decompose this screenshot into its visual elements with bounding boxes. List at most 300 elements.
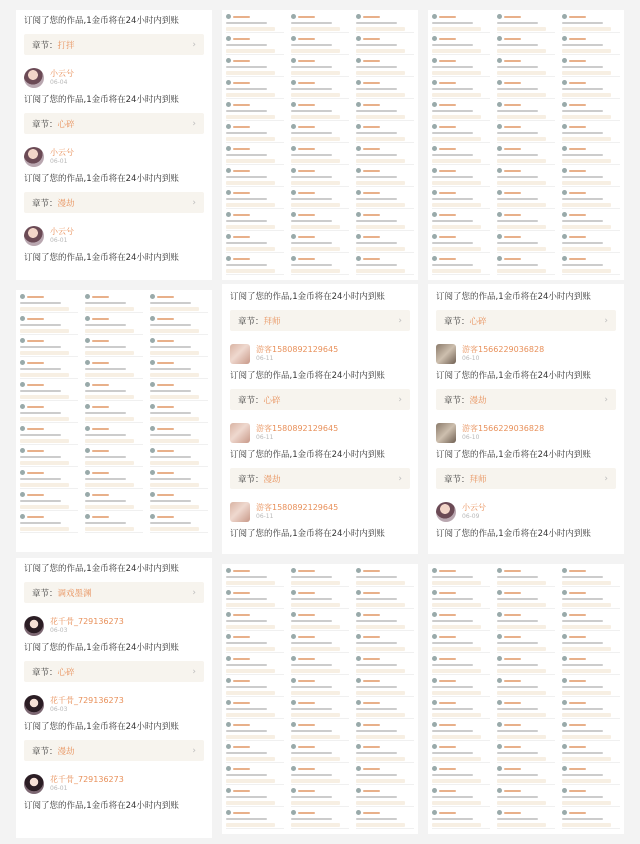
list-item	[230, 420, 410, 489]
thumbnail-line	[298, 170, 315, 172]
chapter-row[interactable]	[24, 582, 204, 603]
thumbnail-row	[150, 337, 208, 357]
thumbnail-line	[150, 368, 191, 370]
thumbnail-line	[233, 812, 250, 814]
thumbnail-row	[562, 123, 620, 143]
thumbnail-line	[504, 16, 521, 18]
thumbnail-line	[432, 176, 473, 178]
thumbnail-bar	[562, 823, 611, 827]
thumbnail-avatar	[562, 212, 567, 217]
thumbnail-line	[432, 686, 473, 688]
thumbnail-line	[20, 500, 61, 502]
thumbnail-line	[150, 456, 191, 458]
thumbnail-bar	[226, 669, 275, 673]
thumbnail-avatar	[291, 590, 296, 595]
thumbnail-bar	[432, 691, 481, 695]
thumbnail-bar	[562, 779, 611, 783]
thumbnail-avatar	[432, 590, 437, 595]
thumbnail-avatar	[497, 124, 502, 129]
thumbnail-bar	[356, 159, 405, 163]
thumbnail-bar	[562, 647, 611, 651]
thumbnail-row	[432, 101, 490, 121]
thumbnail-row	[226, 35, 284, 55]
thumbnail-bar	[291, 181, 340, 185]
thumbnail-line	[432, 154, 473, 156]
thumbnail-avatar	[226, 788, 231, 793]
thumbnail-bar	[562, 93, 611, 97]
thumbnail-line	[569, 680, 586, 682]
thumbnail-line	[150, 522, 191, 524]
thumbnail-row	[20, 315, 78, 335]
thumbnail-row	[85, 337, 143, 357]
thumbnail-bar	[432, 757, 481, 761]
thumbnail-row	[497, 677, 555, 697]
thumbnail-row	[85, 359, 143, 379]
thumbnail-avatar	[356, 190, 361, 195]
thumbnail-bar	[432, 581, 481, 585]
avatar[interactable]	[230, 344, 250, 364]
thumbnail-line	[157, 384, 174, 386]
thumbnail-line	[291, 576, 332, 578]
thumbnail-line	[504, 570, 521, 572]
chevron-right-icon: ›	[398, 473, 402, 484]
thumbnail-row	[150, 513, 208, 533]
thumbnail-bar	[85, 351, 134, 355]
thumbnail-line	[497, 220, 538, 222]
thumbnail-row	[497, 633, 555, 653]
thumbnail-row	[497, 589, 555, 609]
user-name[interactable]: 小云兮	[50, 68, 74, 78]
thumbnail-line	[233, 214, 250, 216]
thumbnail-line	[562, 576, 603, 578]
thumbnail-row	[497, 787, 555, 807]
list-item	[436, 420, 616, 489]
thumbnail-avatar	[497, 234, 502, 239]
thumbnail-avatar	[356, 168, 361, 173]
thumbnail-avatar	[432, 80, 437, 85]
user-name[interactable]: 游客1580892129645	[256, 423, 339, 433]
thumbnail-bar	[150, 439, 199, 443]
chevron-right-icon: ›	[192, 587, 196, 598]
thumbnail-avatar	[20, 404, 25, 409]
thumbnail-row	[226, 787, 284, 807]
thumbnail-row	[497, 699, 555, 719]
avatar[interactable]	[24, 774, 44, 794]
thumbnail-bar	[20, 395, 69, 399]
thumbnail-row	[432, 255, 490, 275]
thumbnail-line	[432, 264, 473, 266]
thumbnail-line	[291, 66, 332, 68]
thumbnail-row	[226, 167, 284, 187]
thumbnail-row	[85, 491, 143, 511]
thumbnail-bar	[497, 713, 546, 717]
thumbnail-avatar	[356, 612, 361, 617]
thumbnail-line	[562, 818, 603, 820]
chapter-row[interactable]	[436, 468, 616, 489]
thumbnail-row	[356, 633, 414, 653]
thumbnail-row	[291, 167, 349, 187]
thumbnail-avatar	[562, 124, 567, 129]
thumbnail-bar	[432, 247, 481, 251]
thumbnail-avatar	[85, 470, 90, 475]
thumbnail-line	[298, 82, 315, 84]
thumbnail-row	[226, 79, 284, 99]
thumbnail-row	[432, 567, 490, 587]
thumbnail-line	[356, 818, 397, 820]
thumbnail-line	[356, 752, 397, 754]
thumbnail-line	[432, 642, 473, 644]
thumbnail-line	[20, 478, 61, 480]
chapter-row[interactable]	[436, 389, 616, 410]
thumbnail-line	[291, 686, 332, 688]
thumbnail-bar	[85, 505, 134, 509]
avatar[interactable]	[436, 502, 456, 522]
thumbnail-line	[226, 176, 267, 178]
thumbnail-row	[432, 57, 490, 77]
thumbnail-line	[497, 664, 538, 666]
thumbnail-avatar	[497, 810, 502, 815]
thumbnail-row	[150, 359, 208, 379]
thumbnail-line	[356, 730, 397, 732]
thumbnail-row	[562, 611, 620, 631]
thumbnail-bar	[226, 757, 275, 761]
avatar[interactable]	[24, 616, 44, 636]
thumbnail-avatar	[497, 788, 502, 793]
chapter-name: 漫劫	[469, 395, 487, 406]
thumbnail-row	[291, 233, 349, 253]
chapter-name: 漫劫	[57, 198, 75, 209]
thumbnail-bar	[291, 713, 340, 717]
thumbnail-avatar	[432, 168, 437, 173]
thumbnail-line	[363, 658, 380, 660]
thumbnail-avatar	[226, 102, 231, 107]
message-text: 订阅了您的作品,1金币将在24小时内到账	[24, 95, 179, 105]
chapter-row[interactable]	[24, 113, 204, 134]
thumbnail-line	[439, 570, 456, 572]
thumbnail-row	[432, 611, 490, 631]
thumbnail-bar	[226, 735, 275, 739]
thumbnail-line	[233, 170, 250, 172]
user-name[interactable]: 小云兮	[50, 226, 74, 236]
thumbnail-avatar	[562, 256, 567, 261]
thumbnail-column	[430, 566, 492, 832]
thumbnail-row	[291, 211, 349, 231]
thumbnail-row	[356, 211, 414, 231]
thumbnail-line	[298, 724, 315, 726]
avatar[interactable]	[436, 423, 456, 443]
thumbnail-row	[432, 787, 490, 807]
thumbnail-line	[562, 264, 603, 266]
chapter-name: 漫劫	[263, 474, 281, 485]
thumbnail-line	[439, 592, 456, 594]
thumbnail-bar	[432, 137, 481, 141]
thumbnail-row	[20, 359, 78, 379]
thumbnail-avatar	[291, 568, 296, 573]
thumbnail-bar	[356, 93, 405, 97]
thumbnail-line	[439, 236, 456, 238]
avatar[interactable]	[24, 68, 44, 88]
chevron-right-icon: ›	[192, 197, 196, 208]
thumbnail-avatar	[497, 58, 502, 63]
thumbnail-row	[20, 469, 78, 489]
thumbnail-line	[233, 236, 250, 238]
thumbnail-avatar	[226, 678, 231, 683]
thumbnail-row	[356, 79, 414, 99]
thumbnail-line	[150, 302, 191, 304]
thumbnail-line	[291, 44, 332, 46]
thumbnail-line	[432, 88, 473, 90]
thumbnail-bar	[291, 625, 340, 629]
thumbnail-line	[432, 44, 473, 46]
user-name[interactable]: 小云兮	[462, 502, 486, 512]
thumbnail-avatar	[20, 426, 25, 431]
avatar[interactable]	[24, 695, 44, 715]
chapter-row[interactable]	[24, 740, 204, 761]
chapter-row[interactable]	[230, 468, 410, 489]
thumbnail-line	[226, 198, 267, 200]
thumbnail-avatar	[150, 360, 155, 365]
thumbnail-line	[92, 296, 109, 298]
thumbnail-line	[233, 658, 250, 660]
thumbnail-line	[233, 614, 250, 616]
thumbnail-line	[157, 516, 174, 518]
thumbnail-line	[233, 16, 250, 18]
thumbnail-line	[150, 500, 191, 502]
timestamp: 06-09	[462, 512, 480, 520]
thumbnail-bar	[432, 159, 481, 163]
thumbnail-bar	[291, 669, 340, 673]
thumbnail-line	[298, 592, 315, 594]
thumbnail-avatar	[150, 316, 155, 321]
thumbnail-bar	[356, 115, 405, 119]
thumbnail-bar	[356, 713, 405, 717]
thumbnail-line	[298, 104, 315, 106]
thumbnail-line	[569, 614, 586, 616]
thumbnail-row	[432, 677, 490, 697]
thumbnail-line	[226, 22, 267, 24]
thumbnail-line	[20, 456, 61, 458]
thumbnail-row	[497, 101, 555, 121]
thumbnail-bar	[356, 757, 405, 761]
thumbnail-row	[432, 167, 490, 187]
thumbnail-avatar	[497, 36, 502, 41]
thumbnail-line	[356, 110, 397, 112]
thumbnail-line	[562, 198, 603, 200]
thumbnail-line	[562, 664, 603, 666]
thumbnail-bar	[150, 307, 199, 311]
thumbnail-row	[291, 13, 349, 33]
thumbnail-column	[354, 12, 416, 278]
thumbnail-bar	[226, 93, 275, 97]
thumbnail-avatar	[291, 102, 296, 107]
thumbnail-line	[298, 570, 315, 572]
thumbnail-bar	[356, 669, 405, 673]
thumbnail-avatar	[562, 190, 567, 195]
thumbnail-avatar	[291, 678, 296, 683]
avatar[interactable]	[230, 423, 250, 443]
thumbnail-row	[356, 589, 414, 609]
thumbnail-bar	[150, 351, 199, 355]
thumbnail-line	[27, 516, 44, 518]
thumbnail-avatar	[562, 58, 567, 63]
thumbnail-line	[356, 796, 397, 798]
thumbnail-line	[356, 664, 397, 666]
thumbnail-row	[150, 293, 208, 313]
chapter-row[interactable]	[230, 389, 410, 410]
thumbnail-bar	[562, 625, 611, 629]
thumbnail-line	[363, 614, 380, 616]
thumbnail-line	[562, 752, 603, 754]
thumbnail-line	[27, 472, 44, 474]
user-name[interactable]: 游客1566229036828	[462, 344, 545, 354]
user-name[interactable]: 小云兮	[50, 147, 74, 157]
thumbnail-row	[356, 189, 414, 209]
chapter-row[interactable]	[230, 310, 410, 331]
thumbnail-line	[504, 658, 521, 660]
timestamp: 06-03	[50, 626, 68, 634]
user-name[interactable]: 花千骨_729136273	[50, 774, 124, 784]
thumbnail-line	[291, 598, 332, 600]
chapter-prefix: 章节：	[238, 316, 264, 327]
thumbnail-bar	[497, 93, 546, 97]
thumbnail-avatar	[356, 744, 361, 749]
thumbnail-row	[356, 101, 414, 121]
user-name[interactable]: 花千骨_729136273	[50, 695, 124, 705]
thumbnail-bar	[226, 137, 275, 141]
thumbnail-row	[497, 211, 555, 231]
thumbnail-bar	[432, 27, 481, 31]
thumbnail-row	[226, 633, 284, 653]
thumbnail-line	[497, 774, 538, 776]
thumbnail-line	[356, 708, 397, 710]
avatar[interactable]	[24, 147, 44, 167]
thumbnail-bar	[20, 483, 69, 487]
thumbnail-row	[432, 743, 490, 763]
chapter-name: 打拌	[57, 40, 75, 51]
thumbnail-row	[432, 13, 490, 33]
thumbnail-bar	[150, 373, 199, 377]
thumbnail-row	[356, 123, 414, 143]
thumbnail-row	[226, 189, 284, 209]
thumbnail-avatar	[562, 568, 567, 573]
chapter-row[interactable]	[436, 310, 616, 331]
thumbnail-bar	[497, 203, 546, 207]
thumbnail-line	[298, 214, 315, 216]
thumbnail-line	[504, 724, 521, 726]
user-name[interactable]: 游客1580892129645	[256, 344, 339, 354]
thumbnail-avatar	[20, 338, 25, 343]
thumbnail-line	[569, 570, 586, 572]
thumbnail-row	[356, 35, 414, 55]
thumbnail-row	[85, 513, 143, 533]
thumbnail-line	[504, 236, 521, 238]
thumbnail-row	[150, 315, 208, 335]
thumbnail-avatar	[432, 58, 437, 63]
thumbnail-row	[226, 211, 284, 231]
thumbnail-avatar	[226, 810, 231, 815]
user-name[interactable]: 花千骨_729136273	[50, 616, 124, 626]
thumbnail-line	[504, 104, 521, 106]
thumbnail-line	[233, 724, 250, 726]
avatar[interactable]	[24, 226, 44, 246]
thumbnail-row	[356, 13, 414, 33]
thumbnail-line	[504, 746, 521, 748]
thumbnail-line	[562, 110, 603, 112]
thumbnail-column	[560, 12, 622, 278]
thumbnail-line	[439, 658, 456, 660]
thumbnail-line	[497, 642, 538, 644]
thumbnail-line	[497, 752, 538, 754]
thumbnail-line	[291, 242, 332, 244]
user-name[interactable]: 游客1566229036828	[462, 423, 545, 433]
thumbnail-avatar	[226, 146, 231, 151]
thumbnail-bar	[291, 203, 340, 207]
chapter-row[interactable]	[24, 192, 204, 213]
thumbnail-bar	[497, 27, 546, 31]
thumbnail-line	[27, 384, 44, 386]
message-text: 订阅了您的作品,1金币将在24小时内到账	[436, 529, 591, 539]
avatar[interactable]	[436, 344, 456, 364]
thumbnail-bar	[291, 247, 340, 251]
thumbnail-row	[291, 611, 349, 631]
thumbnail-bar	[226, 225, 275, 229]
thumbnail-bar	[356, 823, 405, 827]
thumbnail-line	[504, 38, 521, 40]
user-name[interactable]: 游客1580892129645	[256, 502, 339, 512]
thumbnail-line	[85, 346, 126, 348]
thumbnail-line	[226, 818, 267, 820]
thumbnail-row	[20, 447, 78, 467]
thumbnail-line	[439, 768, 456, 770]
thumbnail-line	[497, 708, 538, 710]
avatar[interactable]	[230, 502, 250, 522]
thumbnail-bar	[562, 757, 611, 761]
thumbnail-line	[226, 154, 267, 156]
thumbnail-row	[226, 589, 284, 609]
thumbnail-bar	[432, 801, 481, 805]
thumbnail-bar	[432, 779, 481, 783]
thumbnail-line	[85, 434, 126, 436]
thumbnail-line	[432, 708, 473, 710]
chapter-row[interactable]	[24, 34, 204, 55]
message-text: 订阅了您的作品,1金币将在24小时内到账	[230, 450, 385, 460]
thumbnail-line	[356, 44, 397, 46]
thumbnail-line	[150, 390, 191, 392]
thumbnail-line	[233, 680, 250, 682]
thumbnail-bar	[497, 247, 546, 251]
thumbnail-row	[497, 145, 555, 165]
thumbnail-bar	[497, 581, 546, 585]
thumbnail-row	[497, 765, 555, 785]
thumbnail-line	[233, 746, 250, 748]
thumbnail-line	[92, 494, 109, 496]
thumbnail-bar	[226, 691, 275, 695]
thumbnail-bar	[432, 735, 481, 739]
thumbnail-avatar	[562, 80, 567, 85]
thumbnail-row	[562, 765, 620, 785]
thumbnail-line	[92, 450, 109, 452]
chapter-name: 心碎	[57, 119, 75, 130]
timestamp: 06-11	[256, 512, 274, 520]
thumbnail-row	[226, 57, 284, 77]
thumbnail-line	[569, 724, 586, 726]
thumbnail-avatar	[356, 678, 361, 683]
thumbnail-line	[504, 170, 521, 172]
chapter-prefix: 章节：	[32, 119, 58, 130]
thumbnail-line	[298, 702, 315, 704]
chapter-row[interactable]	[24, 661, 204, 682]
thumbnail-row	[356, 765, 414, 785]
